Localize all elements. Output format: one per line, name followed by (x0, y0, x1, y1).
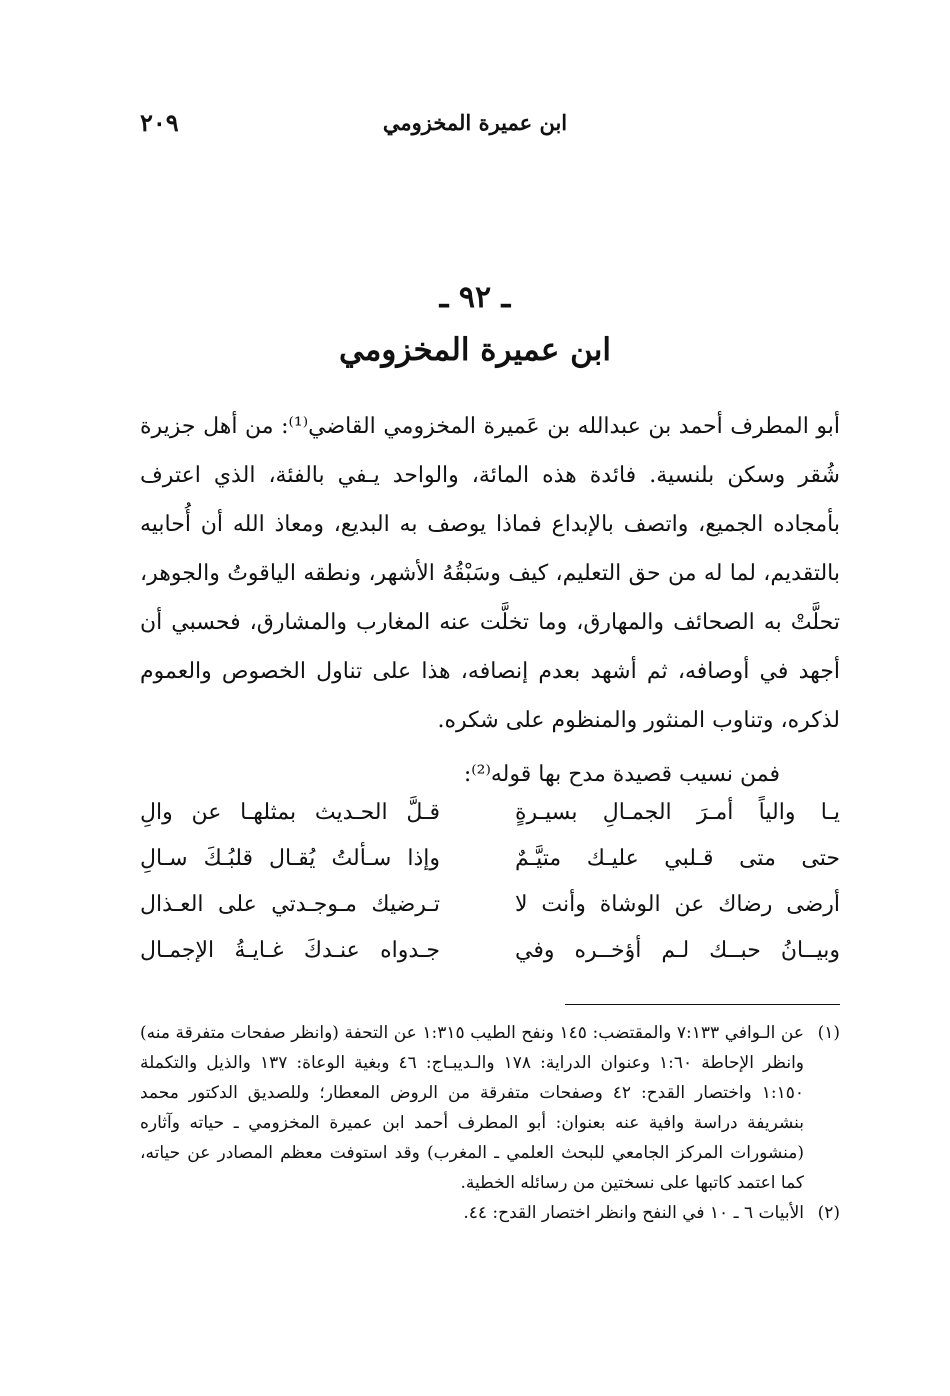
verse-second-hemistich: تـرضيك مـوجـدتي على العـذال (140, 892, 440, 917)
footnote (140, 1018, 840, 1198)
biography-paragraph: أبو المطرف أحمد بن عبدالله بن عَميرة المخزومي القاضي⁽¹⁾: من أهل جزيرة شُقر وسكن بلنسية. فائدة هذه المائة، والواحد يـفي بالفئة، الذي اعترف بأمجاده الجميع، واتصف بالإبداع فماذا يوصف به البديع، ومعاذ الله أن أُحابيه بالتقديم، لما له من حق التعليم، كيف وسَبْقُهُ الأشهر، ونطقه الياقوتُ والجوهر، تحلَّتْ به الصحائف والمهارق، وما تخلَّت عنه المغارب والمشارق، فحسبي أن أجهد في أوصافه، ثم أشهد بعدم إنصافه، هذا على تناول الخصوص والعموم لذكره، وتناوب المنثور والمنظوم على شكره. (140, 414, 840, 733)
footnote-number: (٢) (817, 1203, 840, 1223)
footnote-divider (565, 1004, 840, 1005)
running-title: ابن عميرة المخزومي (382, 110, 568, 135)
poem (140, 800, 840, 984)
verse (140, 846, 840, 892)
poem-intro: فمن نسيب قصيدة مدح بها قوله⁽²⁾: (463, 762, 780, 787)
footnote-text: عن الـوافي ٧:١٣٣ والمقتضب: ١٤٥ ونفح الطيب ١:٣١٥ عن التحفة (وانظر صفحات متفرقة منه) وانظر الإحاطة ١:٦٠ وعنوان الدراية: ١٧٨ والـديبـاج: ٤٦ وبغية الوعاة: ١٣٧ والذيل والتكملة ١:١٥٠ واختصار القدح: ٤٢ وصفحات متفرقة من الروض المعطار؛ وللصديق الدكتور محمد بنشريفة دراسة وافية عنه بعنوان: أبو المطرف أحمد ابن عميرة المخزومي ـ حياته وآثاره (منشورات المركز الجامعي للبحث العلمي ـ المغرب) وقد استوفت معظم المصادر عن حياته، كما اعتمد كاتبها على نسختين من رسائله الخطية. (140, 1023, 805, 1193)
biography-text (140, 402, 840, 745)
verse-first-hemistich: يـا والياً أمـرَ الجمـالِ بسيـرةٍ (515, 800, 840, 825)
verse (140, 938, 840, 984)
verse (140, 800, 840, 846)
verse-second-hemistich: جـدواه عنـدكَ غـايـةُ الإجمـال (140, 938, 440, 963)
entry-number: ـ ٩٢ ـ (439, 280, 511, 315)
verse-first-hemistich: حتى متى قـلبي عليـك متيَّـمٌ (515, 846, 840, 871)
entry-title: ابن عميرة المخزومي (338, 332, 612, 368)
footnote-number: (١) (817, 1023, 840, 1043)
page-number: ٢٠٩ (140, 108, 179, 137)
footnote (140, 1198, 840, 1228)
verse-first-hemistich: وبيــانُ حبــك لـم أؤخــره وفي (515, 938, 840, 963)
footnote-text: الأبيات ٦ ـ ١٠ في النفح وانظر اختصار القدح: ٤٤. (463, 1203, 804, 1223)
verse-first-hemistich: أرضى رضاك عن الوشاة وأنت لا (515, 892, 840, 917)
verse (140, 892, 840, 938)
footnotes (140, 1018, 840, 1228)
verse-second-hemistich: قـلَّ الحـديث بمثلهـا عن والِ (140, 800, 440, 825)
verse-second-hemistich: وإذا سـألتُ يُقـال قلبُـكَ سـالِ (140, 846, 440, 871)
